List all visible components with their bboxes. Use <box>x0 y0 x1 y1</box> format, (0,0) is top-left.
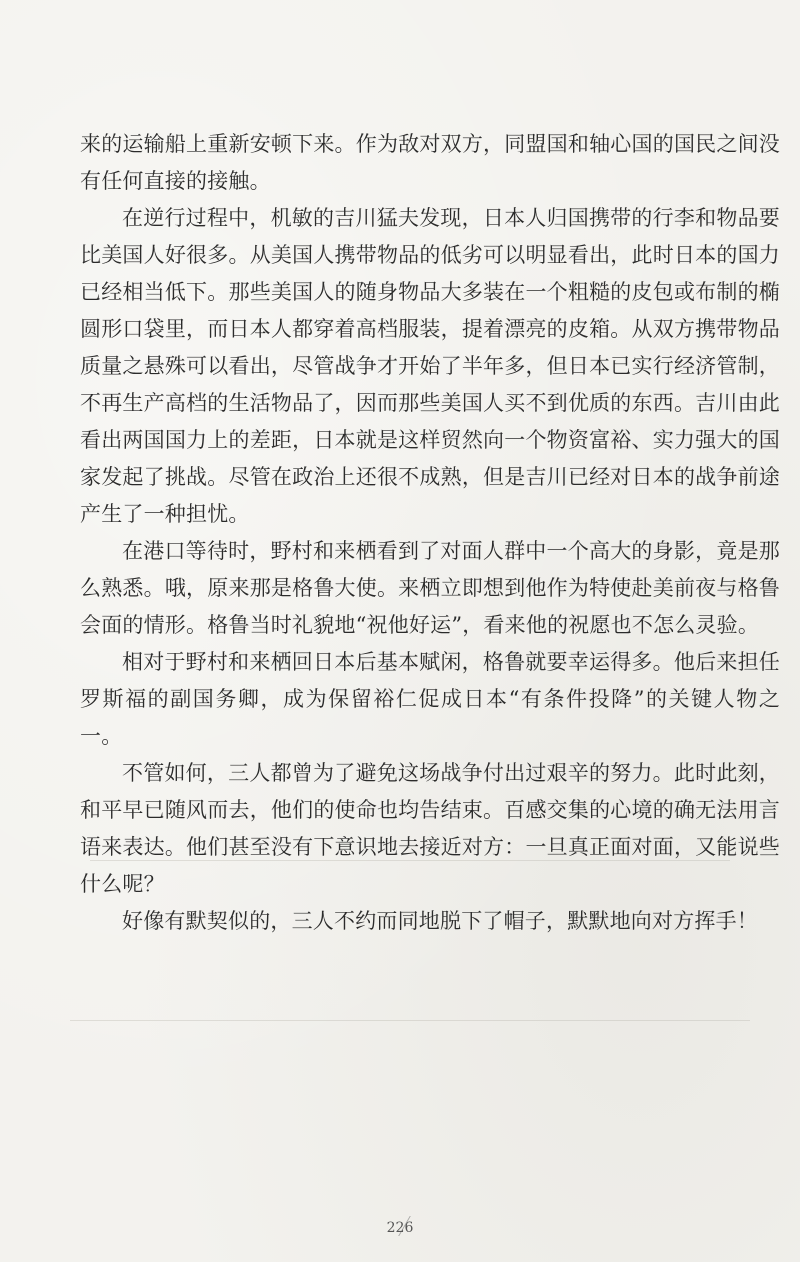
paragraph: 在逆行过程中，机敏的吉川猛夫发现，日本人归国携带的行李和物品要比美国人好很多。从美国人携带物品的低劣可以明显看出，此时日本的国力已经相当低下。那些美国人的随身物品大多装在一个粗糙的皮包或布制的椭圆形口袋里，而日本人都穿着高档服装，提着漂亮的皮箱。从双方携带物品质量之悬殊可以看出，尽管战争才开始了半年多，但日本已实行经济管制，不再生产高档的生活物品了，因而那些美国人买不到优质的东西。吉川由此看出两国国力上的差距，日本就是这样贸然向一个物资富裕、实力强大的国家发起了挑战。尽管在政治上还很不成熟，但是吉川已经对日本的战争前途产生了一种担忧。 <box>80 206 780 526</box>
paragraph: 不管如何，三人都曾为了避免这场战争付出过艰辛的努力。此时此刻，和平早已随风而去，他们的使命也均告结束。百感交集的心境的确无法用言语来表达。他们甚至没有下意识地去接近对方：一旦真正面对面，又能说些什么呢？ <box>80 761 780 896</box>
page-number: 226 <box>386 1220 414 1236</box>
paper-crease <box>70 1020 750 1021</box>
paragraph: 相对于野村和来栖回日本后基本赋闲，格鲁就要幸运得多。他后来担任罗斯福的副国务卿，成为保留裕仁促成日本“有条件投降”的关键人物之一。 <box>80 650 780 748</box>
body-text <box>80 126 780 940</box>
paragraph: 好像有默契似的，三人不约而同地脱下了帽子，默默地向对方挥手！ <box>122 909 758 933</box>
paragraph: 来的运输船上重新安顿下来。作为敌对双方，同盟国和轴心国的国民之间没有任何直接的接触。 <box>80 132 780 193</box>
paragraph: 在港口等待时，野村和来栖看到了对面人群中一个高大的身影，竟是那么熟悉。哦，原来那是格鲁大使。来栖立即想到他作为特使赴美前夜与格鲁会面的情形。格鲁当时礼貌地“祝他好运”，看来他的祝愿也不怎么灵验。 <box>80 539 780 637</box>
